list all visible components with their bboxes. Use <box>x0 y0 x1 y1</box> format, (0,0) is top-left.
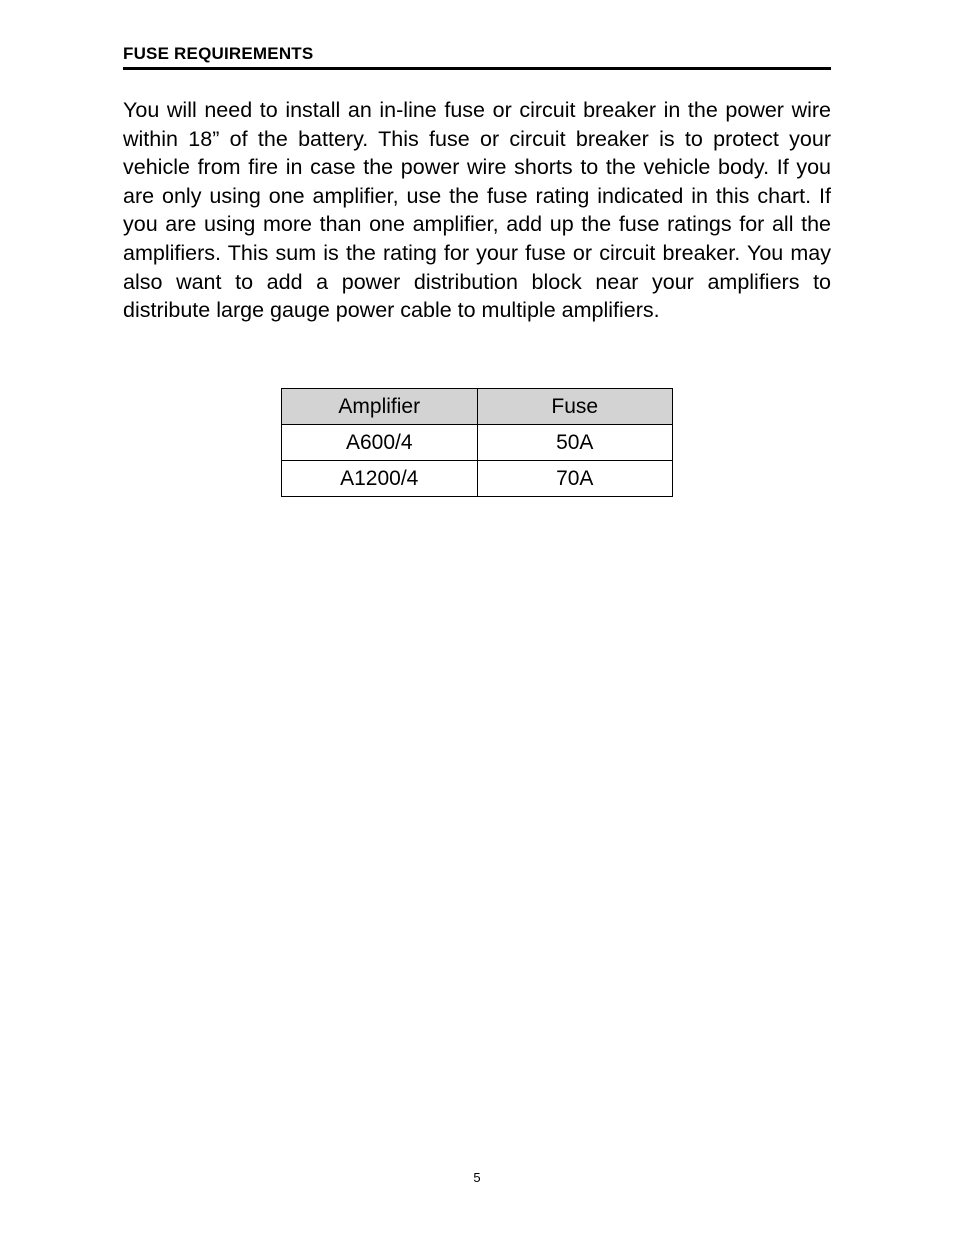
amplifier-cell: A1200/4 <box>282 461 478 497</box>
table-row <box>282 461 673 497</box>
table-header-row <box>282 389 673 425</box>
column-header-amplifier: Amplifier <box>282 389 478 425</box>
page-number: 5 <box>473 1170 481 1185</box>
fuse-table <box>281 388 673 497</box>
fuse-cell: 70A <box>477 461 673 497</box>
section-heading: FUSE REQUIREMENTS <box>123 44 314 63</box>
amplifier-cell: A600/4 <box>282 425 478 461</box>
table-row <box>282 425 673 461</box>
heading-rule <box>123 67 831 70</box>
column-header-fuse: Fuse <box>477 389 673 425</box>
body-paragraph: You will need to install an in-line fuse or circuit breaker in the power wire within 18” of the battery. This fuse or circuit breaker is to protect your vehicle from fire in case the power wire shorts to the vehicle body. If you are only using one amplifier, use the fuse rating indicated in this chart. If you are using more than one amplifier, add up the fuse ratings for all the amplifiers. This sum is the rating for your fuse or circuit breaker. You may also want to add a power distribution block near your amplifiers to distribute large gauge power cable to multiple amplifiers. <box>123 98 831 323</box>
fuse-cell: 50A <box>477 425 673 461</box>
